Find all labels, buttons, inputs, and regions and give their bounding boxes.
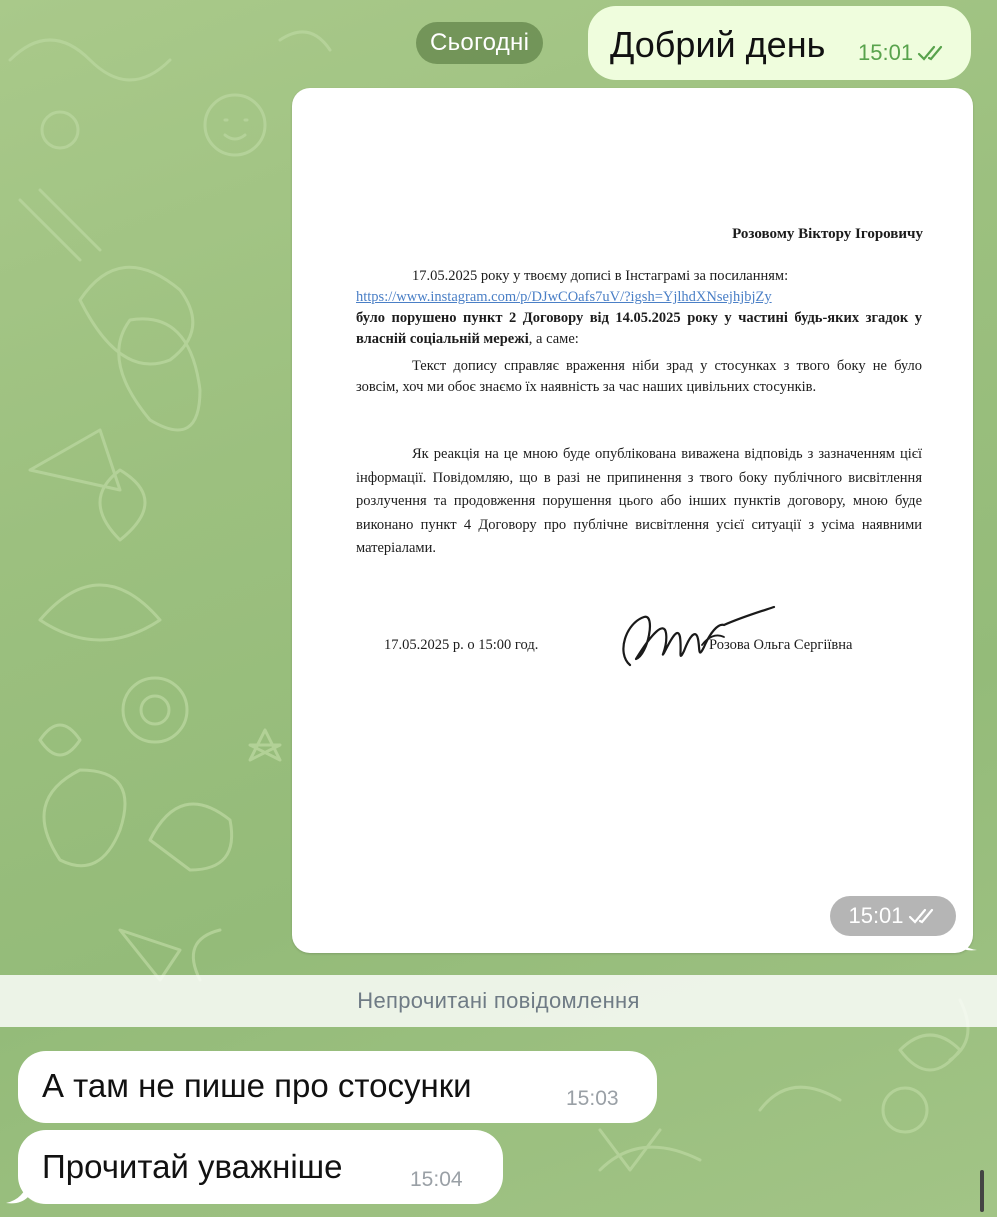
double-check-icon — [917, 44, 947, 62]
document-signer-name: Розова Ольга Сергіївна — [709, 637, 853, 653]
scrollbar[interactable] — [980, 1170, 984, 1212]
document-paragraph-3: Як реакція на це мною буде опублікована виважена відповідь з зазначенням цієї інформації. Повідомляю, що в разі не припинення з твого боку публічного висвітлення розлучення та продовження порушення цього або інших пунктів договору, мною буде виконано пункт 4 Договору про публічне висвітлення усієї ситуації з усіма наявними матеріалами. — [356, 446, 922, 556]
bubble-tail — [955, 930, 979, 952]
incoming-message-bubble[interactable] — [18, 1051, 657, 1123]
double-check-icon — [908, 907, 938, 925]
incoming-message-bubble[interactable] — [18, 1130, 503, 1204]
message-text: Прочитай уважніше — [42, 1148, 343, 1185]
unread-messages-divider: Непрочитані повідомлення — [0, 975, 997, 1027]
message-time: 15:04 — [410, 1168, 463, 1191]
date-separator-chip: Сьогодні — [416, 22, 543, 64]
document-signed-date: 17.05.2025 р. о 15:00 год. — [384, 637, 539, 653]
message-text: Добрий день — [610, 24, 826, 65]
paragraph-1-intro: 17.05.2025 року у твоєму дописі в Інстаграмі за посиланням: — [412, 268, 789, 284]
image-message-meta — [830, 896, 956, 936]
paragraph-1-bold: було порушено пункт 2 Договору від 14.05.2025 року у частині будь-яких згадок у власній соціальній мережі — [356, 310, 922, 347]
outgoing-image-message[interactable] — [292, 88, 973, 953]
message-time: 15:03 — [566, 1087, 619, 1110]
document-paragraph-1 — [356, 266, 922, 350]
message-time: 15:01 — [858, 40, 914, 65]
outgoing-message-bubble[interactable] — [588, 6, 971, 80]
handwritten-signature — [612, 593, 782, 673]
bubble-tail — [4, 1181, 28, 1205]
document-image — [292, 88, 973, 953]
document-addressee: Розовому Віктору Ігоровичу — [732, 226, 923, 242]
message-time: 15:01 — [848, 903, 904, 928]
message-text: А там не пише про стосунки — [42, 1067, 472, 1104]
document-link[interactable]: https://www.instagram.com/p/DJwCOafs7uV/?igsh=YjlhdXNsejhjbjZy — [356, 289, 772, 305]
message-meta — [858, 40, 947, 66]
paragraph-1-tail: , а саме: — [528, 331, 579, 347]
document-paragraph-2: Текст допису справляє враження ніби зрад у стосунках з твого боку не було зовсім, хоч ми обоє знаємо їх наявність за час наших цивільних стосунків. — [356, 358, 922, 395]
